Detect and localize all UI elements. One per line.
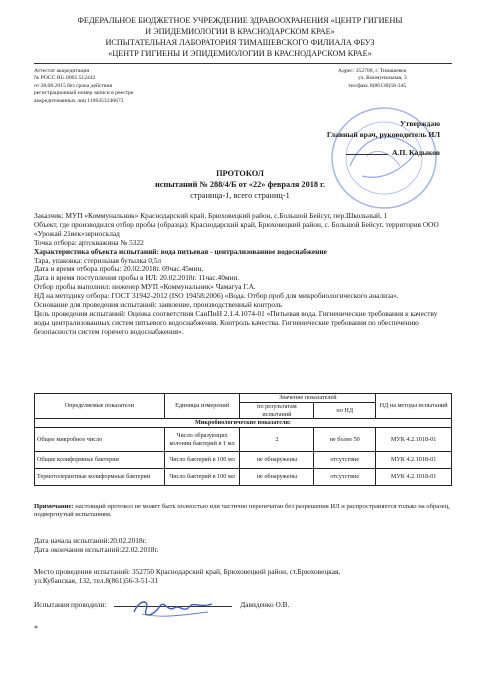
header-results: по результатам испытаний xyxy=(240,403,314,419)
header-values: Значение показателей xyxy=(240,394,376,403)
performer-label: Испытания проводили: xyxy=(34,600,107,609)
place-block xyxy=(34,567,452,585)
cell-method: МУК 4.2.1018-01 xyxy=(376,469,452,486)
address-line: ул. Коммунальная, 3 xyxy=(358,75,407,82)
purpose-line: Цель проведения испытаний: Оценка соответствия СанПиН 2.1.4.1074-01 «Питьевая вода. Гигиенические требования к качеству воды централизованных систем питьевого водоснабжения. Контроль качества. Гигиенические требования по обеспечению безопасности систем горячего водоснабжения». xyxy=(34,308,438,336)
cell-indicator: Термотолерантные колиформные бактерии xyxy=(35,469,165,486)
cell-units: Число образующих колонии бактерий в 1 мл xyxy=(164,428,240,452)
sampled-by-line: Отбор пробы выполнил: инженер МУП «Коммунальник» Чамагуа Г.А. xyxy=(34,282,256,292)
header-units: Единицы измерений xyxy=(164,394,240,419)
dates-block xyxy=(34,536,452,554)
container-line: Тара, упаковка: стерильная бутылка 0,5л xyxy=(34,255,162,265)
cell-units: Число бактерий в 100 мл xyxy=(164,452,240,469)
customer-line: Заказчик: МУП «Коммунальник» Краснодарский край, Брюховецкий район, с.Большой Бейсуг, пер.Школьный, 1 xyxy=(34,211,388,220)
object-line: Объект, где производился отбор пробы (образца): Краснодарский край, Брюховецкий район, с. Большой Бейсуг, территория ООО «Урожай 21век»зерносклад xyxy=(34,219,439,238)
header-line-4: «ЦЕНТР ГИГИЕНЫ И ЭПИДЕМИОЛОГИИ В КРАСНОДАРСКОМ КРАЕ» xyxy=(108,49,372,58)
note-text: настоящий протокол не может быть полностью или частично перепечатан без разрешения ИЛ и распространяется только на образец, подвергнутый испытаниям. xyxy=(34,503,450,519)
accreditation-line: от 28.08.2015 без срока действия xyxy=(34,82,113,89)
table-row xyxy=(35,452,452,469)
sampling-date-line: Дата и время отбора пробы: 20.02.2018г. 09час.45мин. xyxy=(34,264,204,274)
handwritten-signature xyxy=(128,594,218,622)
results-table xyxy=(34,393,452,486)
approval-title: Утверждаю xyxy=(400,119,440,128)
place-line-2: ул.Кубанская, 132, тел.8(861)56-3-51-31 xyxy=(34,576,158,585)
header-norm: по НД xyxy=(314,403,376,419)
header-line-1: ФЕДЕРАЛЬНОЕ БЮДЖЕТНОЕ УЧРЕЖДЕНИЕ ЗДРАВООХРАНЕНИЯ «ЦЕНТР ГИГИЕНЫ xyxy=(77,16,403,25)
institution-header xyxy=(0,15,480,59)
cell-result: 2 xyxy=(240,428,314,452)
header-line-2: И ЭПИДЕМИОЛОГИИ В КРАСНОДАРСКОМ КРАЕ» xyxy=(145,27,335,36)
approval-name: А.П. Кадыков xyxy=(391,148,440,157)
basis-line: Основание для проведения испытаний: заявление, производственный контроль xyxy=(34,300,282,310)
table-row xyxy=(35,428,452,452)
note-label: Примечание: xyxy=(34,503,74,510)
address-block xyxy=(338,68,407,90)
approval-block xyxy=(327,118,440,158)
place-line-1: Место проведения испытаний: 352750 Краснодарский край, Брюховецкий район, ст.Брюховецкая, xyxy=(34,567,341,576)
asterisk-mark: * xyxy=(34,624,38,633)
method-doc-line: НД на методику отбора: ГОСТ 31942-2012 (ISO 19458:2006) «Вода. Отбор проб для микробиологического анализа». xyxy=(34,291,399,301)
end-date: Дата окончания испытаний:22.02.2018г. xyxy=(34,545,159,554)
cell-method: МУК 4.2.1018-01 xyxy=(376,428,452,452)
signature-line xyxy=(346,154,388,155)
approval-signature-row xyxy=(327,147,440,158)
accreditation-block xyxy=(34,68,133,105)
cell-norm: отсутствие xyxy=(314,469,376,486)
performer-block xyxy=(34,600,452,609)
protocol-title-block xyxy=(0,168,480,201)
protocol-body xyxy=(34,212,452,337)
characteristic-line: Характеристика объекта испытаний: вода питьевая - централизованное водоснабжение xyxy=(34,246,327,256)
table-row xyxy=(35,469,452,486)
cell-units: Число бактерий в 100 мл xyxy=(164,469,240,486)
accreditation-line: Аттестат аккредитации xyxy=(34,68,90,74)
header-divider xyxy=(34,63,452,64)
table-section-title: Микробиологические показатели: xyxy=(35,419,452,428)
accreditation-line: № РОСС RU.0001.512442 xyxy=(34,75,96,82)
address-line: тел/факс 8(86130)58-345 xyxy=(348,82,407,89)
point-line: Точка отбора: артскважина № 5322 xyxy=(34,237,144,247)
note-block xyxy=(34,503,452,520)
protocol-pages: страница-1, всего страниц-1 xyxy=(190,191,290,200)
cell-indicator: Общие колиформные бактерии xyxy=(35,452,165,469)
receipt-date-line: Дата и время поступления пробы в ИЛ: 20.02.2018г. 11час.40мин. xyxy=(34,273,240,283)
header-line-3: ИСПЫТАТЕЛЬНАЯ ЛАБОРАТОРИЯ ТИМАШЕВСКОГО ФИЛИАЛА ФБУЗ xyxy=(105,38,375,47)
cell-method: МУК 4.2.1018-01 xyxy=(376,452,452,469)
header-indicator: Определяемые показатели xyxy=(35,394,165,419)
cell-indicator: Общее микробное число xyxy=(35,428,165,452)
address-line: Адрес: 352700, г. Тимашевск xyxy=(338,68,407,74)
approval-position: Главный врач, руководитель ИЛ xyxy=(326,130,440,139)
performer-name: Давиденко О.В. xyxy=(240,600,290,609)
accreditation-line: аккредитованных лиц 1106453146673 xyxy=(34,97,124,104)
header-method: НД на методы испытаний xyxy=(376,394,452,419)
cell-result: не обнаружены xyxy=(240,452,314,469)
protocol-title: ПРОТОКОЛ xyxy=(216,169,264,178)
start-date: Дата начала испытаний:20.02.2018г. xyxy=(34,536,147,545)
cell-norm: отсутствие xyxy=(314,452,376,469)
accreditation-line: регистрационный номер записи в реестре xyxy=(34,90,134,97)
cell-result: не обнаружены xyxy=(240,469,314,486)
cell-norm: не более 50 xyxy=(314,428,376,452)
protocol-subtitle: испытаний № 288/4/Б от «22» февраля 2018 г. xyxy=(154,180,326,189)
